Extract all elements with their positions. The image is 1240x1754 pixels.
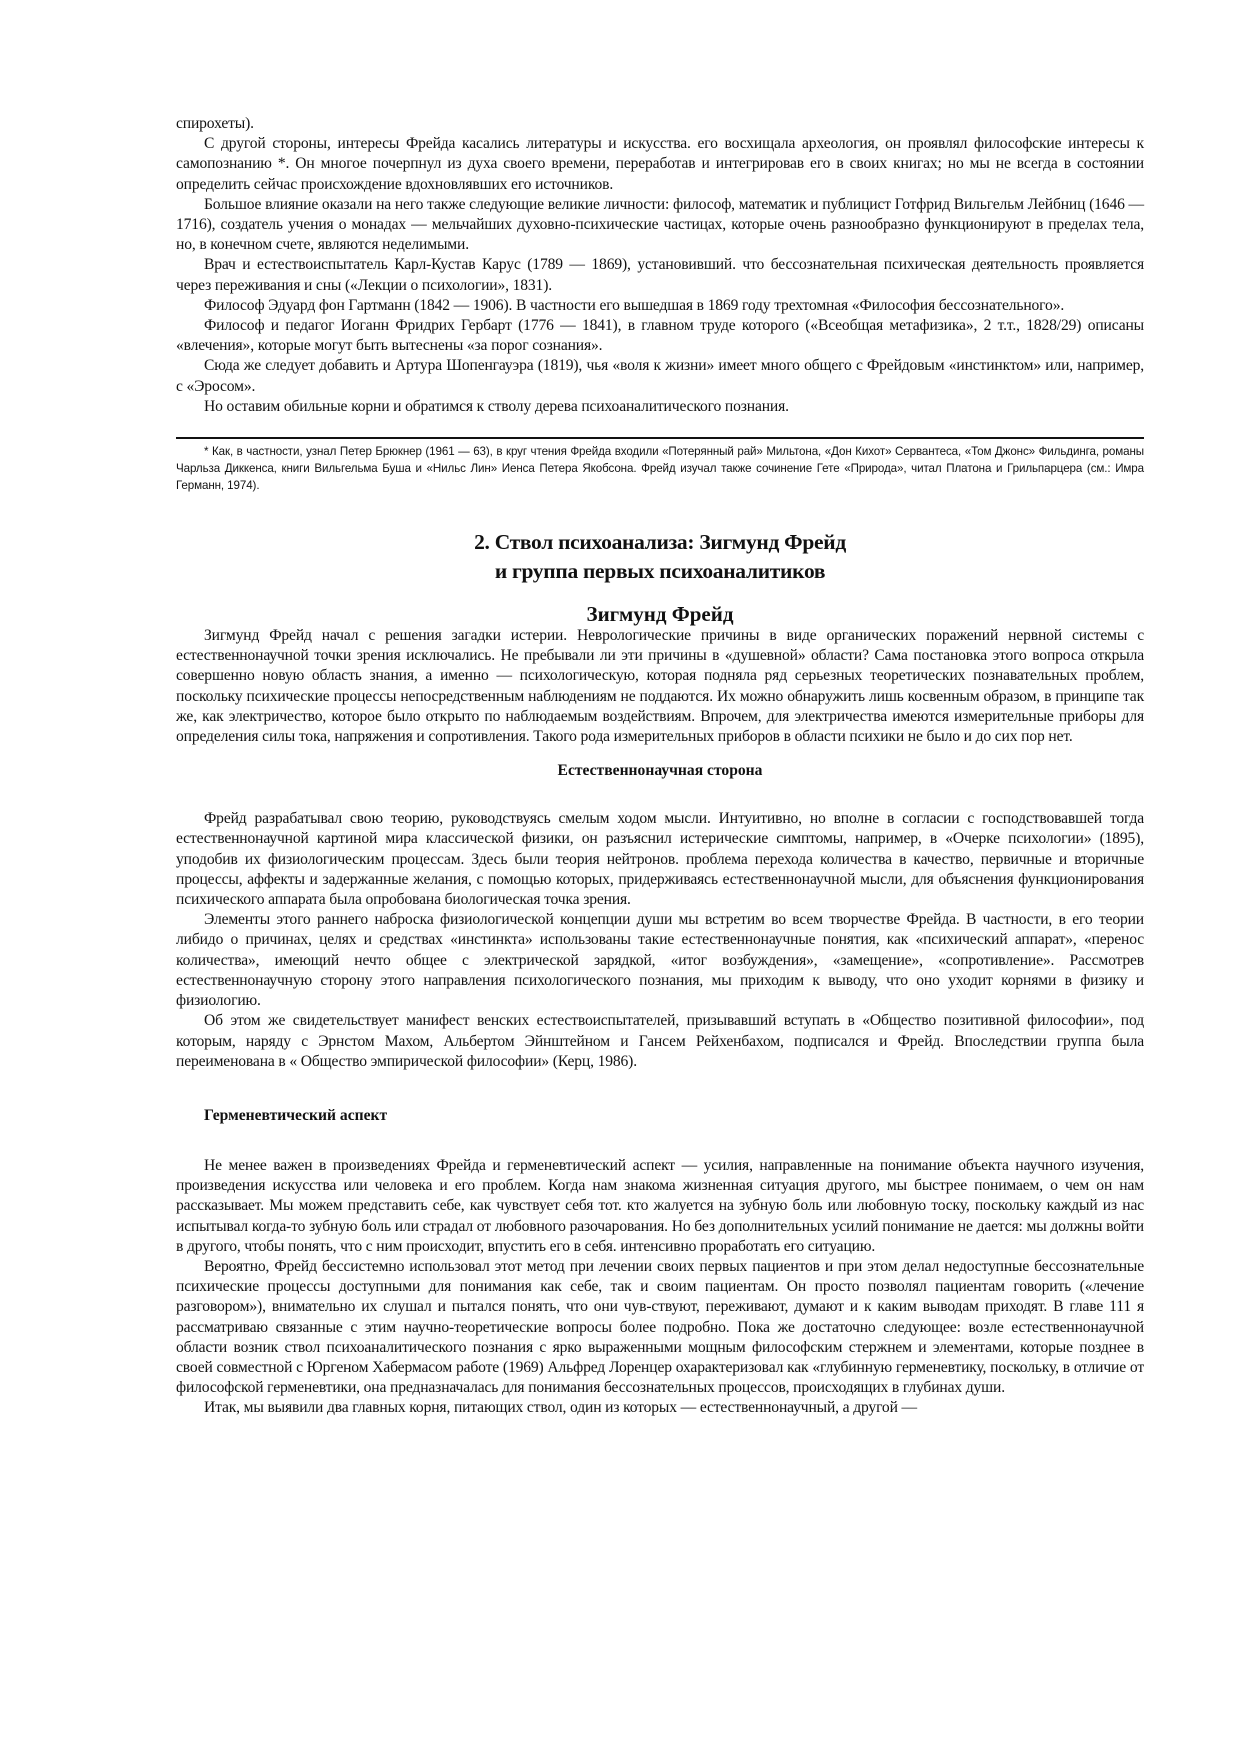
paragraph: Врач и естествоиспытатель Карл-Кустав Карус (1789 — 1869), установивший. что бессознательная психическая деятельность проявляется через переживания и сны («Лекции о психологии», 1831). <box>176 256 1144 294</box>
paragraph: Элементы этого раннего наброска физиологической концепции души мы встретим во всем творчестве Фрейда. В частности, в его теории либидо о причинах, целях и средствах «инстинкта» использованы такие естественнонаучные понятия, как «психический аппарат», «перенос количества», имеющий нечто общее с электрической зарядкой, «итог возбуждения», «замещение», «сопротивление». Рассмотрев естественнонаучную сторону этого направления психологического познания, мы приходим к выводу, что оно уходит корнями в физику и физиологию. <box>176 911 1144 1010</box>
paragraph: Итак, мы выявили два главных корня, питающих ствол, один из которых — естественнонаучный, а другой — <box>204 1399 917 1417</box>
subsection-title-natural-science: Естественнонаучная сторона <box>557 762 763 780</box>
paragraph: Большое влияние оказали на него также следующие великие личности: философ, математик и публицист Готфрид Вильгельм Лейбниц (1646 — 1716), создатель учения о монадах — мельчайших духовно-психические частицах, которые очень разнообразно функционируют в пределах тела, но, в конечном счете, являются неделимыми. <box>176 195 1144 254</box>
chapter-title <box>176 528 1144 586</box>
document-page <box>176 114 1144 1419</box>
paragraph: Фрейд разрабатывал свою теорию, руководствуясь смелым ходом мысли. Интуитивно, но вполне в согласии с господствовавшей тогда естественнонаучной картиной мира классической физики, он разъяснил истерические симптомы, например, в «Очерке психологии» (1895), уподобив их физиологическим процессам. Здесь были теория нейтронов. проблема перехода количества в качество, первичные и вторичные процессы, аффекты и задержанные желания, с помощью которых, придерживаясь естественнонаучной мысли, для объяснения функционирования психического аппарата была опробована биологическая точка зрения. <box>176 810 1144 909</box>
paragraph: спирохеты). <box>176 115 254 132</box>
chapter-title-line-1: 2. Ствол психоанализа: Зигмунд Фрейд <box>474 530 846 555</box>
section-title: Зигмунд Фрейд <box>586 602 734 627</box>
footnote: * Как, в частности, узнал Петер Брюкнер (1961 — 63), в круг чтения Фрейда входили «Потерянный рай» Мильтона, «Дон Кихот» Сервантеса, «Том Джонс» Фильдинга, романы Чарльза Диккенса, книги Вильгельма Буша и «Нильс Лин» Иенса Петера Якобсона. Фрейд изучал также сочинение Гете «Природа», читал Платона и Грильпарцера (см.: Имра Германн, 1974). <box>176 445 1144 493</box>
footnote-divider <box>176 437 1144 439</box>
paragraph: Зигмунд Фрейд начал с решения загадки истерии. Неврологические причины в виде органических поражений нервной системы с естественнонаучной точки зрения исключались. Не пребывали ли эти причины в «душевной» области? Сама постановка этого вопроса открыла совершенно новую область знания, а именно — психологическую, которая подняла ряд серьезных теоретических познавательных проблем, поскольку психические процессы непосредственным наблюдениям не поддаются. Их можно обнаружить лишь косвенным образом, в принципе так же, как электричество, которое было открыто по наблюдаемым воздействиям. Впрочем, для электричества имеются измерительные приборы для определения силы тока, напряжения и сопротивления. Такого рода измерительных приборов в области психики не было и до сих пор нет. <box>176 627 1144 746</box>
paragraph: Вероятно, Фрейд бессистемно использовал этот метод при лечении своих первых пациентов и при этом делал недоступные бессознательные психические процессы доступными для понимания как себе, так и своим пациентам. Он просто позволял пациентам говорить («лечение разговором»), внимательно их слушал и пытался понять, что они чув-ствуют, переживают, думают и к каким выводам приходят. В главе 111 я рассматриваю связанные с этим научно-теоретические вопросы более подробно. Пока же достаточно следующее: возле естественнонаучной области возник ствол психоаналитического познания с ярко выраженными мощным философским стержнем и элементами, которые позднее в своей совместной с Юргеном Хабермасом работе (1969) Альфред Лоренцер охарактеризовал как «глубинную герменевтику, поскольку, в отличие от философской герменевтики, она предназначалась для понимания бессознательных процессов, происходящих в глубинах души. <box>176 1257 1144 1397</box>
subsection-title-hermeneutic: Герменевтический аспект <box>204 1106 388 1124</box>
paragraph: Философ Эдуард фон Гартманн (1842 — 1906). В частности его вышедшая в 1869 году трехтомная «Философия бессознательного». <box>204 296 1065 314</box>
chapter-title-line-2: и группа первых психоаналитиков <box>494 559 826 584</box>
paragraph: Сюда же следует добавить и Артура Шопенгауэра (1819), чья «воля к жизни» имеет много общего с Фрейдовым «инстинктом» или, например, с «Эросом». <box>176 357 1144 395</box>
paragraph: Но оставим обильные корни и обратимся к стволу дерева психоаналитического познания. <box>204 397 789 415</box>
paragraph: Философ и педагог Иоганн Фридрих Гербарт (1776 — 1841), в главном труде которого («Всеобщая метафизика», 2 т.т., 1828/29) описаны «влечения», которые могут быть вытеснены «за порог сознания». <box>176 317 1144 355</box>
paragraph: С другой стороны, интересы Фрейда касались литературы и искусства. его восхищала археология, он проявлял философские интересы к самопознанию *. Он многое почерпнул из духа своего времени, переработав и интегрировав его в своих книгах; но мы не всегда в состоянии определить сейчас происхождение вдохновлявших его источников. <box>176 135 1144 193</box>
paragraph: Не менее важен в произведениях Фрейда и герменевтический аспект — усилия, направленные на понимание объекта научного изучения, произведения искусства или человека и его проблем. Когда нам знакома жизненная ситуация другого, мы быстрее понимаем, о чем он нам рассказывает. Мы можем представить себе, как чувствует себя тот. кто жалуется на зубную боль или любовную тоску, поскольку каждый из нас испытывал когда-то зубную боль или страдал от любовного разочарования. Но без дополнительных усилий понимание не дается: мы должны войти в другого, чтобы понять, что с ним происходит, впустить его в себя. интенсивно проработать его ситуацию. <box>176 1156 1144 1255</box>
paragraph: Об этом же свидетельствует манифест венских естествоиспытателей, призывавший вступать в «Общество позитивной философии», под которым, наряду с Эрнстом Махом, Альбертом Эйнштейном и Гансем Рейхенбахом, подписался и Фрейд. Впоследствии группа была переименована в « Общество эмпирической философии» (Керц, 1986). <box>176 1012 1144 1070</box>
